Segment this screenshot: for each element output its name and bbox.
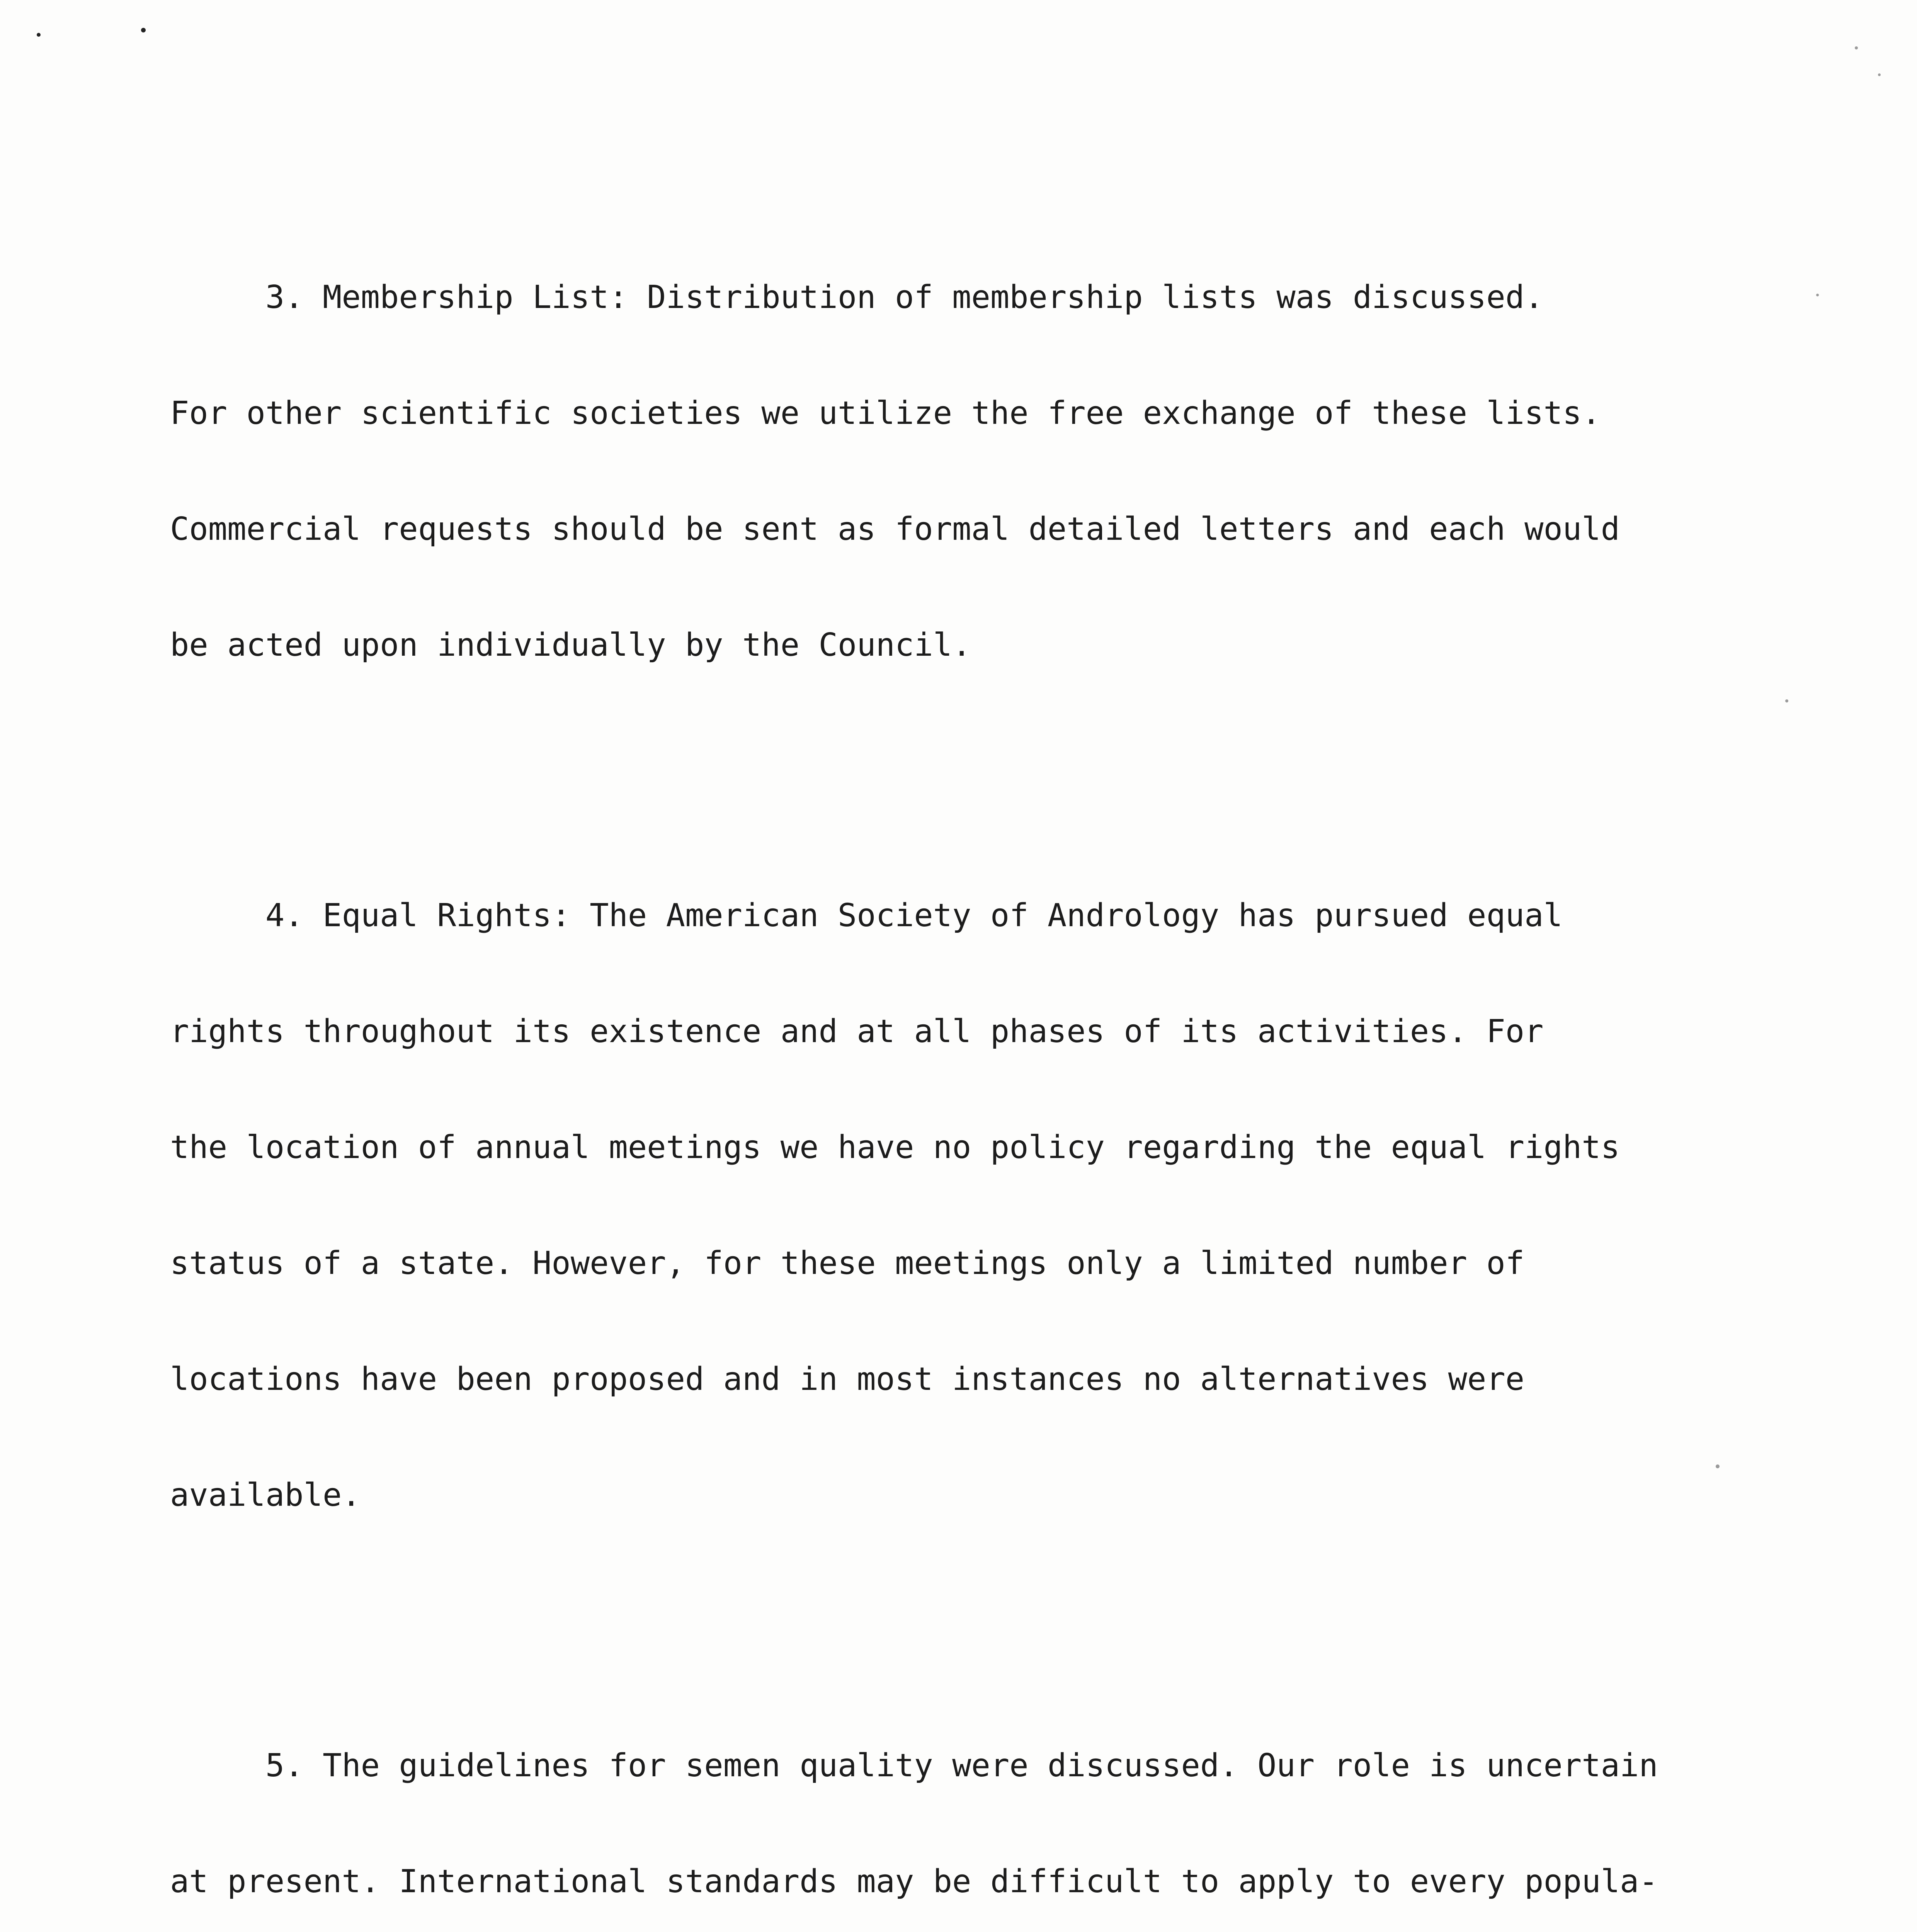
scan-mark-top [141,28,146,32]
scan-mark-top-left [37,33,41,37]
text-line: 3. Membership List: Distribution of membership lists was discussed. [170,279,1544,316]
text-line: be acted upon individually by the Council. [170,627,971,663]
scan-speck-right-3 [1816,294,1819,296]
text-line: at present. International standards may be difficult to apply to every popula- [170,1863,1658,1900]
text-line: Commercial requests should be sent as formal detailed letters and each would [170,511,1620,548]
text-line: 4. Equal Rights: The American Society of Andrology has pursued equal [170,897,1563,934]
item-membership-list [170,201,1793,742]
item-semen-quality [170,1669,1793,1932]
minutes-text [170,201,1793,1932]
text-line: status of a state. However, for these meetings only a limited number of [170,1245,1525,1282]
text-line: locations have been proposed and in most instances no alternatives were [170,1361,1525,1398]
scan-speck-right-1 [1855,46,1858,49]
text-line: available. [170,1477,361,1514]
item-equal-rights [170,819,1793,1592]
text-line: the location of annual meetings we have no policy regarding the equal rights [170,1129,1620,1166]
scan-speck-right-2 [1878,73,1881,76]
text-line: 5. The guidelines for semen quality were discussed. Our role is uncertain [170,1747,1658,1784]
text-line: rights throughout its existence and at all phases of its activities. For [170,1013,1544,1050]
text-line: For other scientific societies we utilize the free exchange of these lists. [170,395,1601,432]
